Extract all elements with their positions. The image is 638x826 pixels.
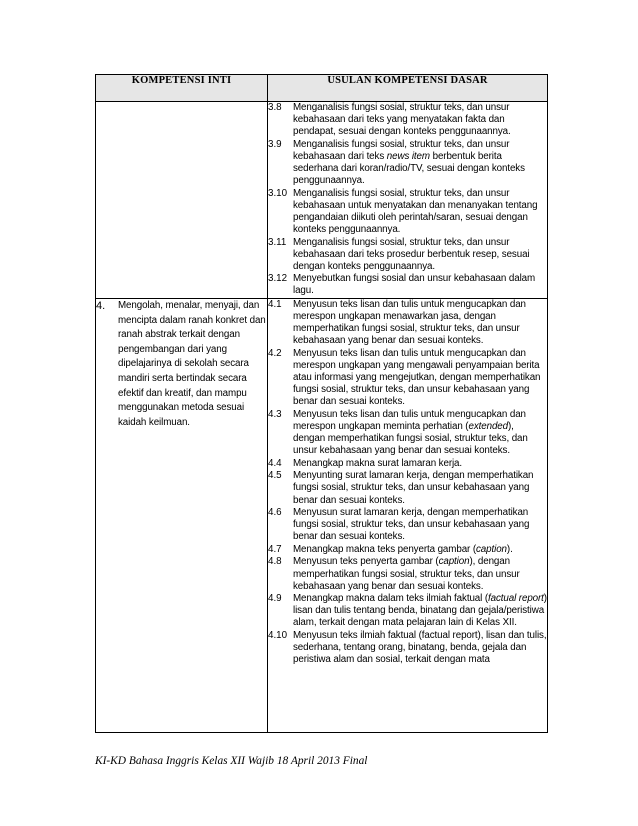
kd-item: [268, 470, 547, 506]
ki-cell: [96, 299, 268, 733]
kd-text: Menangkap makna teks penyerta gambar (caption).: [293, 543, 513, 555]
ki-text: Mengolah, menalar, menyaji, dan mencipta dalam ranah konkret dan ranah abstrak terkait dengan pengembangan dari yang dipelajarinya di sekolah secara mandiri serta bertindak secara efektif dan kreatif, dan mampu menggunakan metoda sesuai kaidah keilmuan.: [118, 300, 266, 428]
kd-text: Menganalisis fungsi sosial, struktur teks, dan unsur kebahasaan untuk menyatakan dan menanyakan tentang pengandaian diikuti oleh perintah/saran, sesuai dengan konteks penggunaannya.: [293, 187, 538, 235]
kd-number: 4.9: [268, 593, 282, 605]
kd-text: Menganalisis fungsi sosial, struktur teks, dan unsur kebahasaan dari teks prosedur berbentuk resep, sesuai dengan konteks penggunaannya.: [293, 236, 530, 272]
kd-item: [268, 139, 547, 187]
kd-number: 4.3: [268, 408, 282, 420]
kd-item: [268, 458, 547, 470]
kd-text: Menyebutkan fungsi sosial dan unsur kebahasaan dalam lagu.: [293, 273, 536, 297]
kd-item: [268, 237, 547, 273]
kd-item: [268, 593, 547, 629]
kd-text: Menyusun teks penyerta gambar (caption), dengan memperhatikan fungsi sosial, struktur teks, dan unsur kebahasaan yang benar dan sesuai konteks.: [293, 556, 520, 592]
kd-text: Menangkap makna surat lamaran kerja.: [293, 457, 463, 469]
kd-number: 4.10: [268, 630, 288, 642]
kd-cell: [268, 102, 548, 299]
kd-item: [268, 273, 547, 297]
kd-item: [268, 556, 547, 592]
kd-text: Menyunting surat lamaran kerja, dengan memperhatikan fungsi sosial, struktur teks, dan unsur kebahasaan yang benar dan sesuai konteks.: [293, 470, 534, 506]
kd-number: 4.2: [268, 347, 282, 359]
ki-cell-empty: [96, 102, 268, 299]
kd-item: [268, 348, 547, 408]
kd-number: 4.4: [268, 457, 282, 469]
kd-number: 4.6: [268, 507, 282, 519]
header-usulan-kompetensi-dasar: USULAN KOMPETENSI DASAR: [268, 75, 548, 102]
kd-number: 4.8: [268, 556, 282, 568]
ki-number: 4.: [96, 300, 106, 312]
kd-item: [268, 544, 547, 556]
kd-cell: [268, 299, 548, 733]
kd-number: 4.7: [268, 543, 282, 555]
kd-item: [268, 188, 547, 236]
competency-table: [95, 74, 548, 733]
header-kompetensi-inti: KOMPETENSI INTI: [96, 75, 268, 102]
kd-text: Menyusun surat lamaran kerja, dengan memperhatikan fungsi sosial, struktur teks, dan unsur kebahasaan yang benar dan sesuai konteks.: [293, 507, 530, 543]
kd-number: 4.5: [268, 470, 282, 482]
page-footer: KI-KD Bahasa Inggris Kelas XII Wajib 18 April 2013 Final: [95, 755, 368, 767]
kd-item: [268, 102, 547, 138]
kd-number: 3.9: [268, 138, 282, 150]
kd-number: 3.12: [268, 273, 288, 285]
kd-text: Menyusun teks lisan dan tulis untuk mengucapkan dan merespon ungkapan menawarkan jasa, dengan memperhatikan fungsi sosial, struktur teks, dan unsur kebahasaan yang benar dan sesuai konteks.: [293, 299, 526, 347]
kd-item: [268, 630, 547, 666]
kd-number: 3.10: [268, 187, 288, 199]
kd-text: Menangkap makna dalam teks ilmiah faktual (factual report) lisan dan tulis tentang benda, binatang dan gejala/peristiwa alam, terkait dengan mata pelajaran lain di Kelas XII.: [293, 593, 547, 629]
kd-item: [268, 299, 547, 347]
kd-text: Menyusun teks ilmiah faktual (factual report), lisan dan tulis, sederhana, tentang orang, binatang, benda, gejala dan peristiwa alam dan sosial, terkait dengan mata: [293, 630, 547, 666]
table-row: [96, 299, 548, 733]
kd-text: Menyusun teks lisan dan tulis untuk mengucapkan dan merespon ungkapan yang mengawali penyampaian berita atau informasi yang mengejutkan, dengan memperhatikan fungsi sosial, struktur teks, dan unsur kebahasaan yang benar dan sesuai konteks.: [293, 347, 541, 408]
kd-number: 4.1: [268, 299, 282, 310]
kd-number: 3.8: [268, 102, 282, 113]
kd-text: Menyusun teks lisan dan tulis untuk mengucapkan dan merespon ungkapan meminta perhatian (extended), dengan memperhatikan fungsi sosial, struktur teks, dan unsur kebahasaan yang benar dan sesuai konteks.: [293, 408, 528, 457]
table-header-row: [96, 75, 548, 102]
kd-text: Menganalisis fungsi sosial, struktur teks, dan unsur kebahasaan dari teks news item berbentuk berita sederhana dari koran/radio/TV, sesuai dengan konteks penggunaannya.: [293, 138, 525, 187]
kd-number: 3.11: [268, 236, 287, 248]
kd-item: [268, 409, 547, 457]
table-row: [96, 102, 548, 299]
kd-item: [268, 507, 547, 543]
ki-item: [96, 299, 267, 430]
kd-text: Menganalisis fungsi sosial, struktur teks, dan unsur kebahasaan dari teks yang menyatakan fakta dan pendapat, sesuai dengan konteks penggunaannya.: [293, 102, 511, 138]
